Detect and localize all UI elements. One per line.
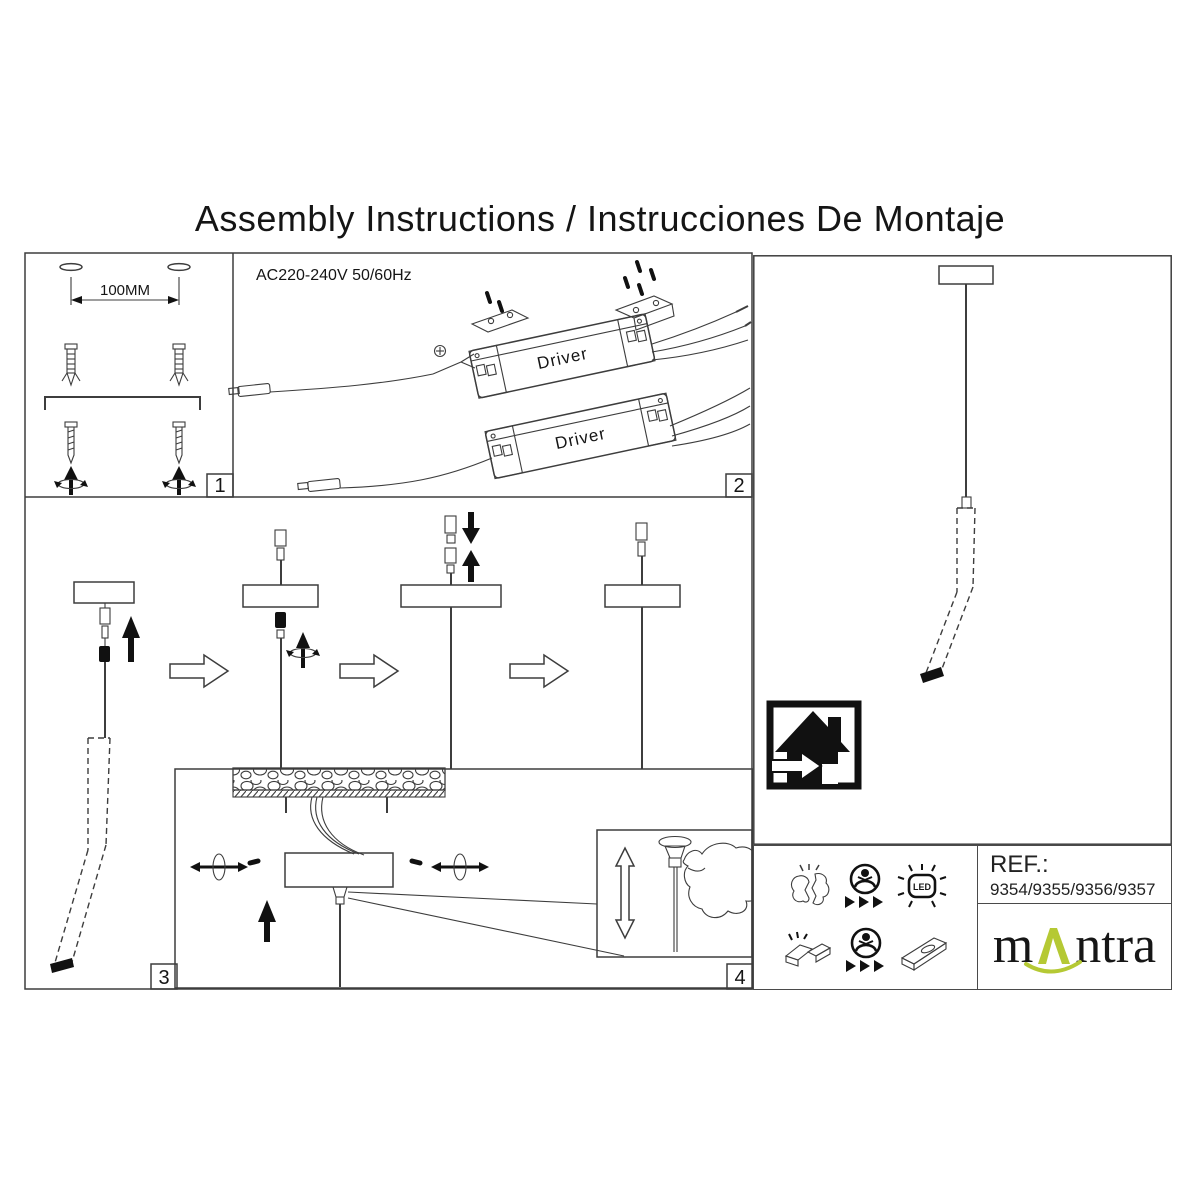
step3-connect-cable [401, 512, 501, 769]
output-wires-right-bottom [670, 388, 750, 446]
mounting-plate-left [472, 293, 528, 332]
panel2-number: 2 [733, 475, 745, 497]
detail-leader-line [348, 892, 597, 904]
rotate-up-arrow-icon [162, 466, 196, 495]
broken-led-icon [785, 862, 833, 910]
svg-text:LED: LED [912, 881, 931, 892]
rotate-horizontal-icon [190, 854, 248, 880]
pendant-light-drawing [920, 266, 993, 683]
panel4-border [175, 769, 753, 988]
safety-icons-box [754, 846, 978, 989]
next-step-arrow-icon [170, 655, 228, 687]
rotate-up-arrow-icon [286, 632, 320, 668]
ceiling-canopy [605, 585, 680, 607]
driver-unit-icon [898, 928, 950, 972]
detail-leader-line [348, 898, 624, 956]
tube-tip [50, 958, 74, 973]
pendant-tube-dashed [920, 508, 975, 683]
tube-tip [920, 667, 944, 683]
wall-anchor-icon [62, 344, 80, 385]
driver-replacement-row [754, 919, 977, 981]
panel2-driver-wiring [229, 262, 751, 492]
mains-wire-left-bottom [298, 458, 492, 492]
up-arrow [122, 616, 140, 662]
hole-left [60, 264, 82, 271]
hole-right [168, 264, 190, 271]
service-person-icon [844, 927, 888, 973]
house-door [822, 764, 838, 784]
panel3-number: 3 [158, 967, 170, 989]
step4-hung [605, 523, 680, 769]
screw-icon [637, 262, 640, 271]
driver-unit-bottom [485, 393, 676, 478]
mounting-plate-right [616, 278, 674, 330]
step1-pendant [50, 582, 140, 973]
screw-rotation-arrows [54, 466, 196, 495]
brand-suffix: ntra [1075, 917, 1157, 975]
screw-icon [65, 422, 77, 463]
output-wires-right [652, 306, 751, 360]
height-adjust-detail [597, 830, 753, 957]
brand-box [978, 904, 1171, 989]
mains-wires [311, 797, 364, 855]
hand-thumb [688, 868, 705, 871]
mounting-bracket [45, 397, 200, 410]
finished-pendant-panel [753, 255, 1172, 845]
brand-prefix: m [992, 917, 1034, 975]
next-step-arrow-icon [340, 655, 398, 687]
green-caret-icon [1034, 924, 1074, 970]
rotate-up-arrow-icon [54, 466, 88, 495]
panel1-mounting-holes [45, 264, 200, 495]
driver-label: Driver [535, 343, 590, 374]
hand-illustration [683, 843, 753, 917]
driver-label: Driver [553, 423, 608, 454]
screw-icon [250, 861, 258, 863]
page-title: Assembly Instructions / Instrucciones De Montaje [194, 198, 1006, 239]
voltage-label: AC220-240V 50/60Hz [256, 267, 412, 284]
cable-connector [962, 497, 971, 508]
up-down-arrow-icon [616, 848, 634, 938]
footer [753, 845, 1172, 990]
ceiling-canopy [285, 853, 393, 887]
cable-connector [275, 612, 286, 628]
panel1-number: 1 [214, 475, 226, 497]
led-replacement-row [754, 855, 977, 917]
green-arc [1026, 962, 1080, 972]
screw-icon [412, 861, 420, 863]
up-arrow [462, 550, 480, 582]
panel4-number: 4 [734, 967, 746, 989]
screws [65, 422, 185, 463]
wall-anchor-icon [170, 344, 188, 385]
ref-numbers: 9354/9355/9356/9357 [990, 880, 1156, 899]
panel4-ceiling-mount [175, 768, 753, 988]
ceiling-canopy [401, 585, 501, 607]
ceiling-canopy [243, 585, 318, 607]
wall-anchors [62, 344, 188, 385]
step2-canopy-rotate [243, 530, 320, 769]
broken-driver-icon [782, 928, 834, 972]
cable-gripper [333, 887, 347, 904]
cable-gripper [659, 837, 691, 868]
mantra-logo [992, 917, 1157, 975]
down-arrow [462, 512, 480, 544]
driver-unit-top [469, 314, 655, 398]
dimension-100mm [71, 277, 179, 305]
screw-icon [651, 270, 654, 279]
ceiling-canopy [74, 582, 134, 603]
cable-connector [99, 646, 110, 662]
assembly-steps-diagram [24, 252, 753, 990]
screw-icon [173, 422, 185, 463]
indoor-use-only-icon [770, 704, 858, 786]
rotate-horizontal-icon [431, 854, 489, 880]
mains-wire-left [229, 346, 475, 397]
dimension-label: 100MM [99, 282, 151, 299]
arrows-icon [843, 895, 887, 909]
ceiling-canopy [939, 266, 993, 284]
ref-label: REF.: [990, 851, 1049, 878]
ref-brand-box [978, 846, 1171, 989]
next-step-arrow-icon [510, 655, 568, 687]
pendant-tube-dashed [50, 738, 110, 973]
up-arrow [258, 900, 276, 942]
arrows-icon [844, 959, 888, 973]
service-person-icon [843, 863, 887, 909]
reference-box [978, 846, 1171, 904]
brand-caret [1034, 924, 1074, 970]
led-light-icon [897, 862, 947, 910]
ceiling-cross-section [233, 768, 445, 813]
